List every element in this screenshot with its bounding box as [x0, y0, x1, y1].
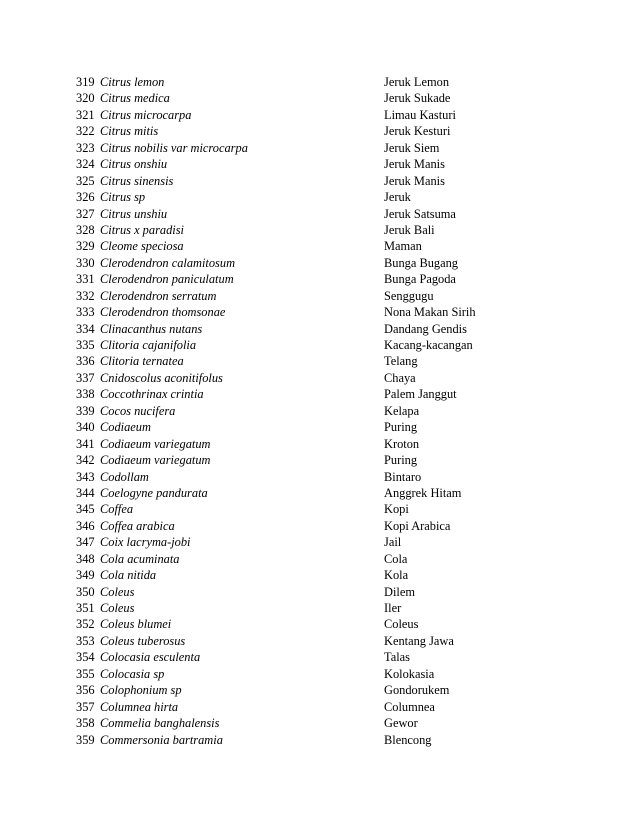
scientific-name: Citrus medica [100, 91, 170, 106]
local-name: Kroton [384, 436, 420, 451]
table-row [76, 321, 496, 337]
local-name: Kopi Arabica [384, 518, 451, 533]
local-name: Maman [384, 239, 422, 254]
local-name: Kacang-kacangan [384, 338, 473, 352]
row-number: 330 [76, 255, 95, 270]
local-name: Kolokasia [384, 666, 435, 681]
table-row [76, 633, 496, 649]
scientific-name: Coleus blumei [100, 617, 172, 632]
scientific-name: Citrus microcarpa [100, 107, 192, 122]
table-row [76, 123, 496, 139]
row-number: 324 [76, 157, 95, 172]
table-row [76, 140, 496, 156]
row-number: 338 [76, 387, 95, 402]
local-name: Gewor [384, 716, 418, 731]
local-name: Cola [384, 551, 408, 566]
local-name: Bunga Pagoda [384, 272, 456, 287]
table-row [76, 206, 496, 222]
table-row [76, 452, 496, 468]
table-row [76, 501, 496, 517]
scientific-name: Columnea hirta [100, 699, 179, 714]
table-row [76, 600, 496, 616]
local-name: Nona Makan Sirih [384, 305, 476, 320]
row-number: 335 [76, 338, 95, 352]
local-name: Kopi [384, 502, 409, 517]
scientific-name: Colophonium sp [100, 683, 182, 698]
table-row [76, 238, 496, 254]
row-number: 355 [76, 666, 95, 681]
table-row [76, 271, 496, 287]
local-name: Bintaro [384, 469, 422, 484]
local-name: Jeruk Manis [384, 157, 445, 172]
scientific-name: Colocasia esculenta [100, 650, 201, 665]
row-number: 351 [76, 601, 95, 615]
scientific-name: Codiaeum variegatum [100, 436, 211, 451]
row-number: 322 [76, 124, 95, 139]
table-row [76, 90, 496, 106]
local-name: Jeruk Manis [384, 173, 445, 188]
table-row [76, 222, 496, 238]
local-name: Blencong [384, 732, 432, 747]
scientific-name: Cola acuminata [100, 551, 180, 566]
scientific-name: Codiaeum [100, 420, 151, 435]
table-row [76, 107, 496, 123]
local-name: Anggrek Hitam [384, 485, 462, 500]
row-number: 353 [76, 633, 95, 648]
row-number: 321 [76, 107, 95, 122]
row-number: 340 [76, 420, 95, 435]
scientific-name: Cnidoscolus aconitifolus [100, 370, 223, 385]
row-number: 339 [76, 403, 95, 418]
row-number: 359 [76, 732, 95, 747]
row-number: 325 [76, 173, 95, 188]
row-number: 356 [76, 683, 95, 698]
scientific-name: Coix lacryma-jobi [100, 535, 191, 550]
local-name: Kola [384, 568, 409, 583]
table-row [76, 666, 496, 682]
table-row [76, 551, 496, 567]
scientific-name: Citrus sinensis [100, 173, 174, 188]
scientific-name: Clerodendron serratum [100, 288, 217, 303]
scientific-name: Coleus [100, 601, 135, 615]
row-number: 332 [76, 288, 95, 303]
row-number: 357 [76, 699, 95, 714]
local-name: Jeruk Kesturi [384, 124, 451, 139]
local-name: Talas [384, 650, 410, 665]
scientific-name: Citrus mitis [100, 124, 159, 139]
table-row [76, 304, 496, 320]
scientific-name: Clitoria cajanifolia [100, 338, 197, 352]
row-number: 342 [76, 453, 95, 468]
scientific-name: Citrus unshiu [100, 206, 168, 221]
row-number: 336 [76, 354, 95, 369]
row-number: 341 [76, 436, 95, 451]
table-row [76, 189, 496, 205]
row-number: 329 [76, 239, 95, 254]
local-name: Chaya [384, 370, 416, 385]
scientific-name: Codollam [100, 469, 149, 484]
table-row [76, 370, 496, 386]
table-row [76, 715, 496, 731]
scientific-name: Cleome speciosa [100, 239, 184, 254]
scientific-name: Citrus x paradisi [100, 222, 184, 237]
row-number: 331 [76, 272, 95, 287]
table-row [76, 616, 496, 632]
table-row [76, 403, 496, 419]
row-number: 326 [76, 190, 95, 205]
table-row [76, 74, 496, 90]
row-number: 345 [76, 502, 95, 517]
scientific-name: Coleus [100, 584, 135, 599]
row-number: 350 [76, 584, 95, 599]
scientific-name: Citrus onshiu [100, 157, 168, 172]
local-name: Jeruk Sukade [384, 91, 451, 106]
table-row [76, 534, 496, 550]
local-name: Senggugu [384, 288, 434, 303]
table-row [76, 386, 496, 402]
scientific-name: Coccothrinax crintia [100, 387, 204, 402]
scientific-name: Codiaeum variegatum [100, 453, 211, 468]
table-row [76, 173, 496, 189]
local-name: Puring [384, 453, 418, 468]
local-name: Jeruk Satsuma [384, 206, 456, 221]
local-name: Jeruk Bali [384, 222, 435, 237]
plant-name-table [76, 74, 496, 748]
local-name: Coleus [384, 617, 419, 632]
table-row [76, 485, 496, 501]
local-name: Dandang Gendis [384, 321, 467, 336]
table-row [76, 419, 496, 435]
table-row [76, 518, 496, 534]
local-name: Bunga Bugang [384, 255, 458, 270]
local-name: Kelapa [384, 403, 420, 418]
scientific-name: Clerodendron calamitosum [100, 255, 236, 270]
row-number: 344 [76, 485, 95, 500]
scientific-name: Coleus tuberosus [100, 633, 186, 648]
table-row [76, 337, 496, 353]
row-number: 343 [76, 469, 95, 484]
scientific-name: Commelia banghalensis [100, 716, 220, 731]
row-number: 320 [76, 91, 95, 106]
row-number: 333 [76, 305, 95, 320]
scientific-name: Coffea [100, 502, 134, 517]
local-name: Limau Kasturi [384, 107, 456, 122]
table-row [76, 156, 496, 172]
local-name: Jeruk [384, 190, 411, 205]
scientific-name: Colocasia sp [100, 666, 165, 681]
row-number: 323 [76, 140, 95, 155]
local-name: Gondorukem [384, 683, 450, 698]
local-name: Columnea [384, 699, 435, 714]
table-row [76, 469, 496, 485]
scientific-name: Clerodendron paniculatum [100, 272, 234, 287]
local-name: Puring [384, 420, 418, 435]
row-number: 347 [76, 535, 95, 550]
row-number: 348 [76, 551, 95, 566]
scientific-name: Citrus nobilis var microcarpa [100, 140, 248, 155]
row-number: 354 [76, 650, 95, 665]
local-name: Dilem [384, 584, 415, 599]
row-number: 337 [76, 370, 95, 385]
local-name: Jail [384, 535, 402, 550]
row-number: 346 [76, 518, 95, 533]
scientific-name: Clitoria ternatea [100, 354, 184, 369]
table-row [76, 732, 496, 748]
scientific-name: Citrus lemon [100, 75, 165, 89]
local-name: Iler [384, 601, 402, 615]
scientific-name: Cola nitida [100, 568, 157, 583]
scientific-name: Coelogyne pandurata [100, 485, 208, 500]
table-row [76, 699, 496, 715]
row-number: 358 [76, 716, 95, 731]
scientific-name: Coffea arabica [100, 518, 175, 533]
row-number: 328 [76, 222, 95, 237]
table-row [76, 255, 496, 271]
row-number: 334 [76, 321, 95, 336]
local-name: Palem Janggut [384, 387, 457, 402]
table-row [76, 567, 496, 583]
scientific-name: Citrus sp [100, 190, 146, 205]
local-name: Kentang Jawa [384, 633, 454, 648]
row-number: 349 [76, 568, 95, 583]
table-row [76, 353, 496, 369]
table-row [76, 682, 496, 698]
local-name: Jeruk Siem [384, 140, 440, 155]
local-name: Telang [384, 354, 418, 369]
scientific-name: Commersonia bartramia [100, 732, 223, 747]
scientific-name: Clerodendron thomsonae [100, 305, 226, 320]
row-number: 352 [76, 617, 95, 632]
table-row [76, 649, 496, 665]
scientific-name: Clinacanthus nutans [100, 321, 203, 336]
local-name: Jeruk Lemon [384, 75, 450, 89]
table-row [76, 436, 496, 452]
table-row [76, 288, 496, 304]
table-row [76, 584, 496, 600]
row-number: 319 [76, 75, 95, 89]
row-number: 327 [76, 206, 95, 221]
scientific-name: Cocos nucifera [100, 403, 176, 418]
